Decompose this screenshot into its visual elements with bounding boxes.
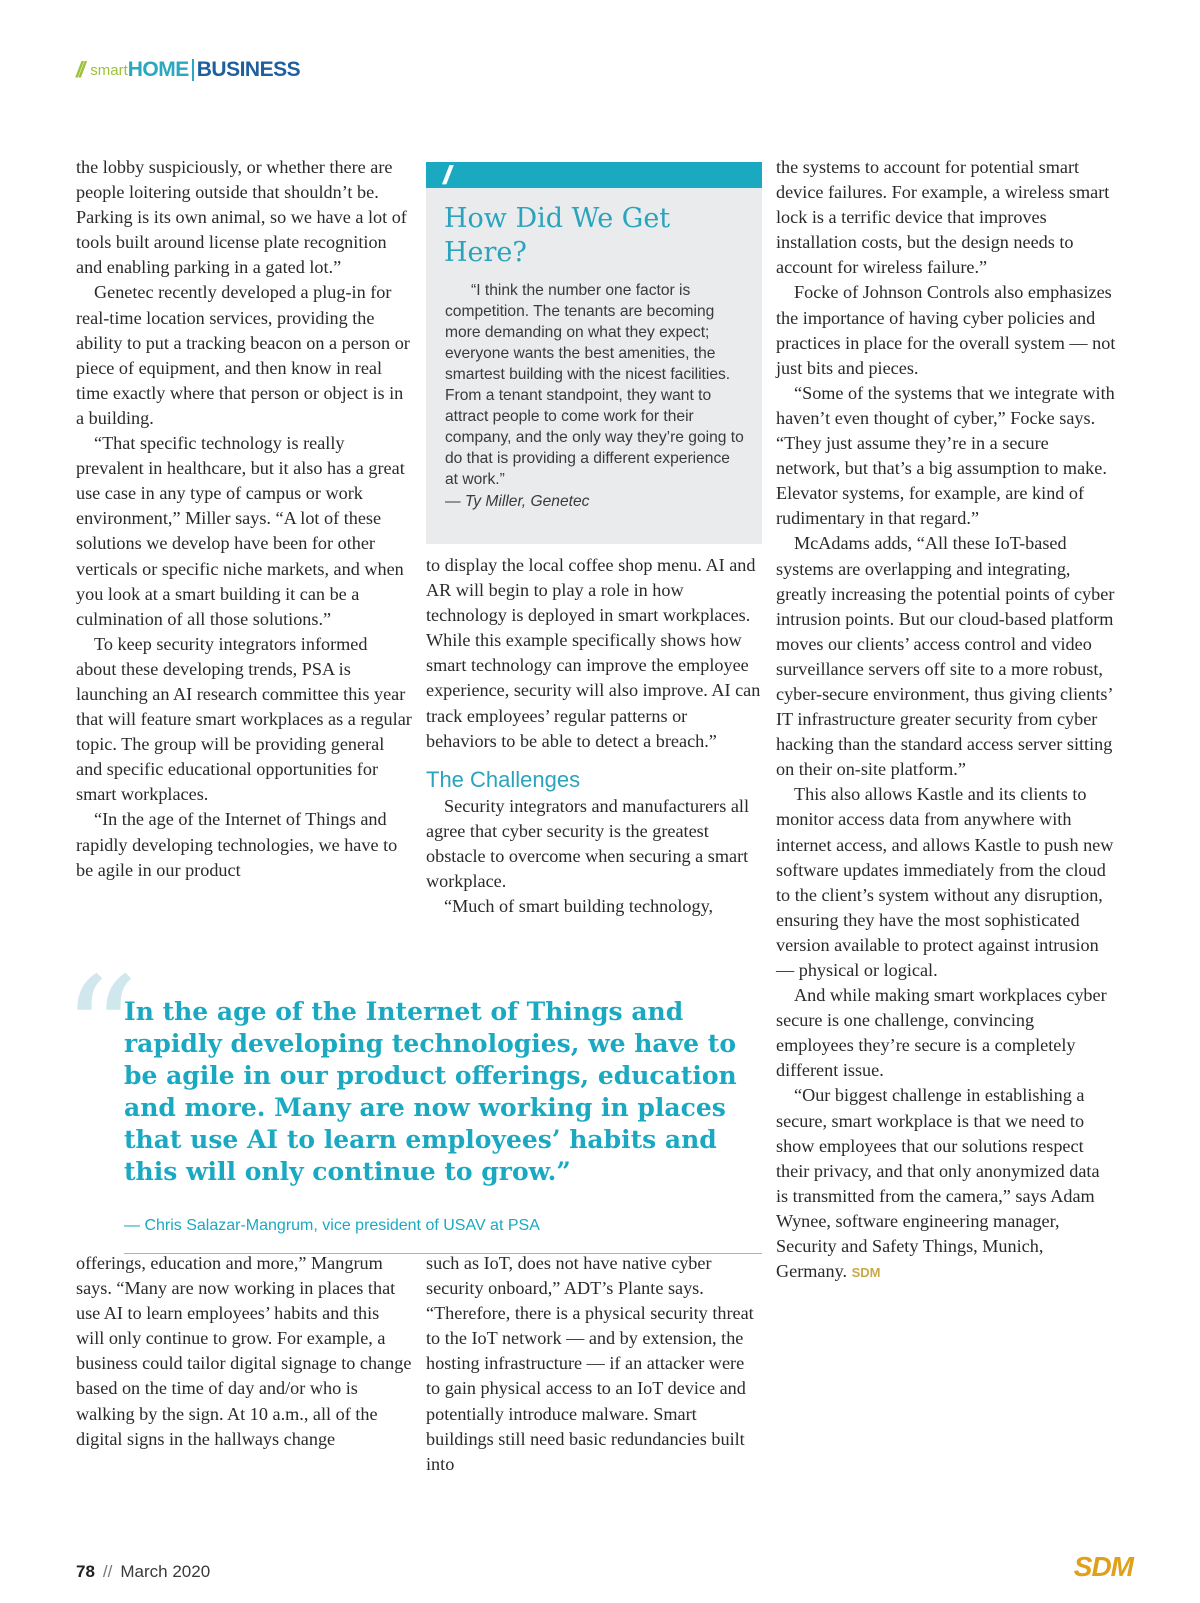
paragraph: “That specific technology is really prevalent in healthcare, but it also has a great use case in any type of campus or work environment,” Miller says. “A lot of these solutions we develop have been for other verticals or specific niche markets, and when you look at a smart building it can be a culmination of all those solutions.” <box>76 433 405 629</box>
paragraph: “In the age of the Internet of Things and rapidly developing technologies, we have to be agile in our product <box>76 809 398 880</box>
paragraph: such as IoT, does not have native cyber security onboard,” ADT’s Plante says. “Therefore, there is a physical security threat to the IoT network — and by extension, the hosting infrastructure — if an attacker were to gain physical access to an IoT device and potentially introduce malware. Smart buildings still need basic redundancies built into <box>426 1253 754 1474</box>
end-mark: SDM <box>851 1265 881 1281</box>
sidebar-attribution: — Ty Miller, Genetec <box>445 493 590 510</box>
sdm-logo: SDM <box>1073 1551 1133 1582</box>
column-2-top <box>426 553 762 919</box>
paragraph: to display the local coffee shop menu. AI and AR will begin to play a role in how technology is deployed in smart workplaces. While this example specifically shows how smart technology can improve the employee experience, security will also improve. AI can track employees’ regular patterns or behaviors to be able to detect a breach.” <box>426 555 761 751</box>
paragraph: This also allows Kastle and its clients to monitor access data from anywhere with internet access, and allows Kastle to push new software updates immediately from the cloud to the client’s system without any disruption, ensuring they have the most sophisticated version available to protect against intrusion — physical or logical. <box>776 784 1114 980</box>
column-3 <box>776 155 1116 1285</box>
quote-mark-icon: “ <box>62 946 139 1120</box>
paragraph: McAdams adds, “All these IoT-based systems are overlapping and integrating, greatly increasing the potential points of cyber intrusion points. But our cloud-based platform moves our clients’ access control and video surveillance servers off site to a more robust, cyber-secure environment, thus giving clients’ IT infrastructure greater security from cyber hacking than the standard access server sitting on their on-site platform.” <box>776 533 1115 780</box>
section-header <box>76 55 300 85</box>
paragraph-text: “Our biggest challenge in establishing a secure, smart workplace is that we need to show employees that our solutions respect their privacy, and that only anonymized data is transmitted from the camera,” says Adam Wynee, software engineering manager, Security and Safety Things, Munich, Germany. <box>776 1085 1100 1282</box>
issue-date: March 2020 <box>120 1562 211 1581</box>
brand-home: HOME <box>127 58 189 81</box>
pull-quote-attribution: — Chris Salazar-Mangrum, vice president of USAV at PSA <box>124 1217 540 1234</box>
brand-divider <box>192 59 194 81</box>
subhead-the-challenges: The Challenges <box>426 766 581 792</box>
pull-quote-text: In the age of the Internet of Things and rapidly developing technologies, we have to be agile in our product offerings, education and more. Many are now working in places that use AI to learn employees’ habits and this will only continue to grow.” <box>124 997 737 1186</box>
paragraph: the lobby suspiciously, or whether there are people loitering outside that shouldn’t be. Parking is its own animal, so we have a lot of tools built around license plate recognition and enabling parking in a gated lot.” <box>76 157 407 278</box>
sidebar-quote: “I think the number one factor is competition. The tenants are becoming more demanding on what they expect; everyone wants the best amenities, the smartest building with the nicest facilities. From a tenant standpoint, they want to attract people to come work for their company, and the only way they’re going to do that is providing a different experience at work.” <box>445 282 744 488</box>
sidebar-title: How Did We Get Here? <box>444 203 671 268</box>
brand-business: BUSINESS <box>196 58 301 81</box>
paragraph-last <box>776 1083 1116 1285</box>
paragraph: Security integrators and manufacturers all agree that cyber security is the greatest obstacle to overcome when securing a smart workplace. <box>426 795 750 892</box>
column-2-bottom <box>426 1251 762 1477</box>
page-footer <box>76 1562 210 1582</box>
paragraph: To keep security integrators informed about these developing trends, PSA is launching an AI research committee this year that will feature smart workplaces as a regular topic. The group will be providing general and specific educational opportunities for smart workplaces. <box>76 633 412 805</box>
column-1-bottom <box>76 1251 412 1452</box>
paragraph: Genetec recently developed a plug-in for real-time location services, providing the ability to put a tracking beacon on a person or piece of equipment, and then know in real time exactly where that person or object is in a building. <box>76 282 410 428</box>
sidebar-box <box>426 162 762 544</box>
header-slashes: // <box>76 57 83 82</box>
paragraph: And while making smart workplaces cyber secure is one challenge, convincing employees they’re secure is a completely different issue. <box>776 985 1107 1081</box>
paragraph: the systems to account for potential smart device failures. For example, a wireless smart lock is a terrific device that improves installation costs, but the design needs to account for wireless failure.” <box>776 157 1110 278</box>
paragraph: offerings, education and more,” Mangrum says. “Many are now working in places that use AI to learn employees’ habits and this will only continue to grow. For example, a business could tailor digital signage to change based on the time of day and/or who is walking by the sign. At 10 a.m., all of the digital signs in the hallways change <box>76 1253 412 1449</box>
paragraph: “Some of the systems that we integrate with haven’t even thought of cyber,” Focke says. “They just assume they’re in a secure network, but that’s a big assumption to make. Elevator systems, for example, are kind of rudimentary in that regard.” <box>776 382 1115 529</box>
sidebar-slashes-icon: // <box>443 160 446 190</box>
brand-smart: smart <box>90 61 128 79</box>
paragraph: Focke of Johnson Controls also emphasizes the importance of having cyber policies and practices in place for the overall system — not just bits and pieces. <box>776 282 1116 378</box>
paragraph: “Much of smart building technology, <box>444 896 714 917</box>
sidebar-accent-bar <box>426 162 762 188</box>
column-1-top <box>76 155 412 883</box>
footer-separator: // <box>102 1562 113 1581</box>
page-number: 78 <box>76 1562 95 1581</box>
